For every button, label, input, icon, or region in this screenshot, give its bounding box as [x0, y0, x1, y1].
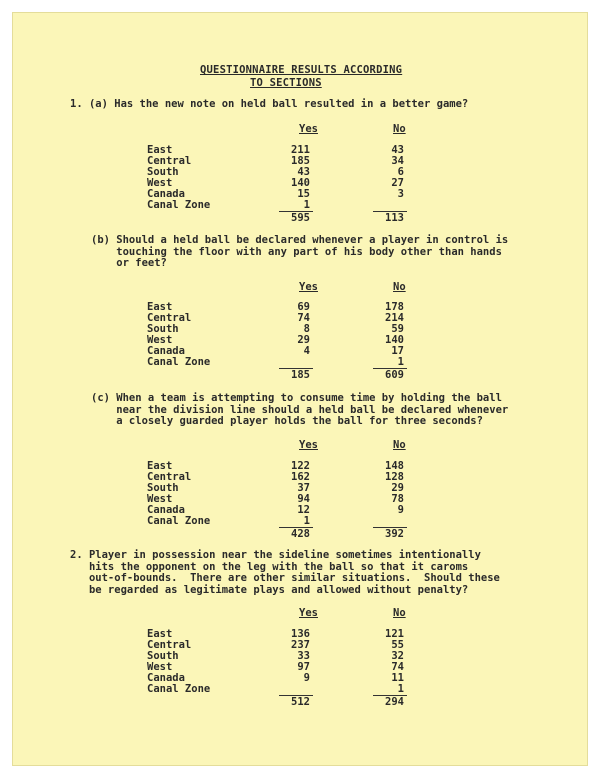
total-yes: 595	[291, 212, 310, 224]
region-label: Canada	[147, 672, 185, 684]
yes-value: 8	[303, 323, 310, 335]
total-no: 113	[385, 212, 404, 224]
no-value: 121	[385, 628, 404, 640]
yes-value: 185	[291, 155, 310, 167]
question-1a: 1. (a) Has the new note on held ball resulted in a better game?	[70, 98, 469, 110]
region-label: Central	[147, 155, 192, 167]
total-no: 392	[385, 528, 404, 540]
no-value: 148	[385, 460, 404, 472]
region-label: Canal Zone	[147, 683, 211, 695]
yes-value: 69	[297, 301, 310, 313]
no-value: 140	[385, 334, 404, 346]
region-label: West	[147, 334, 173, 346]
region-label: East	[147, 301, 173, 313]
no-value: 214	[385, 312, 404, 324]
document-page	[12, 12, 588, 766]
region-label: Canal Zone	[147, 356, 211, 368]
yes-header: Yes	[299, 123, 318, 135]
region-label: South	[147, 650, 179, 662]
total-yes: 428	[291, 528, 310, 540]
yes-value: 37	[297, 482, 310, 494]
total-yes: 185	[291, 369, 310, 381]
region-label: East	[147, 144, 173, 156]
region-label: Canada	[147, 188, 185, 200]
no-value: 1	[397, 683, 404, 695]
region-label: West	[147, 493, 173, 505]
region-label: Central	[147, 639, 192, 651]
title-line-2: TO SECTIONS	[250, 77, 322, 89]
yes-header: Yes	[299, 439, 318, 451]
yes-header: Yes	[299, 607, 318, 619]
region-label: West	[147, 177, 173, 189]
no-value: 6	[397, 166, 404, 178]
no-value: 11	[391, 672, 404, 684]
no-header: No	[393, 607, 406, 619]
yes-header: Yes	[299, 281, 318, 293]
no-header: No	[393, 439, 406, 451]
region-label: West	[147, 661, 173, 673]
no-value: 55	[391, 639, 404, 651]
yes-value: 162	[291, 471, 310, 483]
yes-value: 4	[303, 345, 310, 357]
yes-value: 43	[297, 166, 310, 178]
no-value: 78	[391, 493, 404, 505]
yes-value: 33	[297, 650, 310, 662]
yes-value: 237	[291, 639, 310, 651]
total-yes: 512	[291, 696, 310, 708]
yes-value: 15	[297, 188, 310, 200]
region-label: Central	[147, 471, 192, 483]
no-value: 27	[391, 177, 404, 189]
region-label: East	[147, 460, 173, 472]
question-1c: (c) When a team is attempting to consume time by holding the ball near the division line should a held ball be declared whenever a closely guarded player holds the ball for three seconds?	[91, 392, 509, 427]
no-value: 3	[397, 188, 404, 200]
yes-value: 122	[291, 460, 310, 472]
no-value: 9	[397, 504, 404, 516]
no-value: 32	[391, 650, 404, 662]
total-no: 294	[385, 696, 404, 708]
yes-value: 136	[291, 628, 310, 640]
no-value: 43	[391, 144, 404, 156]
no-value: 17	[391, 345, 404, 357]
region-label: Central	[147, 312, 192, 324]
region-label: Canada	[147, 345, 185, 357]
region-label: Canada	[147, 504, 185, 516]
no-header: No	[393, 281, 406, 293]
region-label: East	[147, 628, 173, 640]
no-value: 34	[391, 155, 404, 167]
no-value: 1	[397, 356, 404, 368]
question-2: 2. Player in possession near the sideline sometimes intentionally hits the opponent on the leg with the ball so that it caroms out-of-bounds. There are other similar situations. Should these be regarded as legitimate plays and allowed without penalty?	[70, 549, 500, 596]
region-label: Canal Zone	[147, 199, 211, 211]
yes-value: 74	[297, 312, 310, 324]
no-value: 59	[391, 323, 404, 335]
no-value: 74	[391, 661, 404, 673]
region-label: South	[147, 482, 179, 494]
yes-value: 94	[297, 493, 310, 505]
yes-value: 1	[303, 199, 310, 211]
total-no: 609	[385, 369, 404, 381]
no-value: 178	[385, 301, 404, 313]
question-1b: (b) Should a held ball be declared whenever a player in control is touching the floor with any part of his body other than hands or feet?	[91, 234, 509, 269]
yes-value: 12	[297, 504, 310, 516]
region-label: Canal Zone	[147, 515, 211, 527]
title-line-1: QUESTIONNAIRE RESULTS ACCORDING	[200, 64, 403, 76]
no-value: 29	[391, 482, 404, 494]
no-header: No	[393, 123, 406, 135]
no-value: 128	[385, 471, 404, 483]
yes-value: 9	[303, 672, 310, 684]
region-label: South	[147, 323, 179, 335]
yes-value: 97	[297, 661, 310, 673]
yes-value: 29	[297, 334, 310, 346]
region-label: South	[147, 166, 179, 178]
yes-value: 1	[303, 515, 310, 527]
yes-value: 140	[291, 177, 310, 189]
yes-value: 211	[291, 144, 310, 156]
